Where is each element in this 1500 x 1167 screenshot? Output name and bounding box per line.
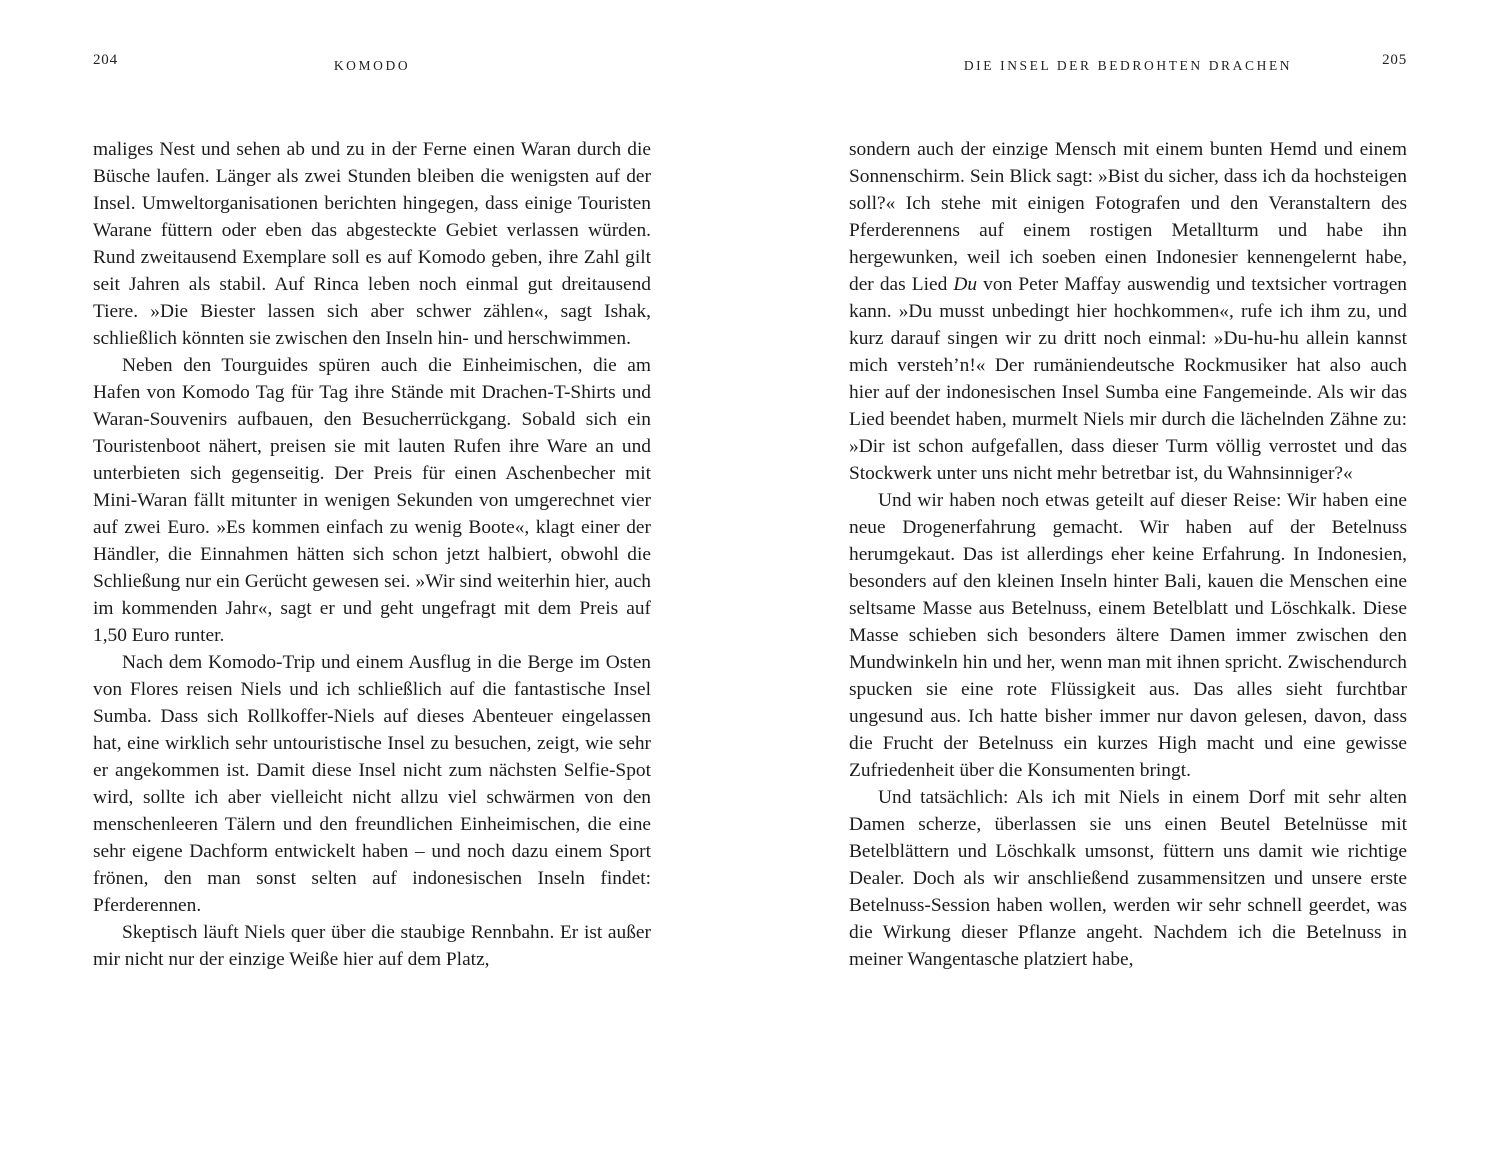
page-number-left: 204	[93, 52, 118, 68]
body-text: von Peter Maffay auswendig und textsicher vortragen kann. »Du musst unbedingt hier hochkommen«, rufe ich ihm zu, und kurz darauf singen wir zu dritt noch einmal: »Du-hu-hu allein kannst mich versteh’n!« Der rumäniendeutsche Rockmusiker hat also auch hier auf der indonesischen Insel Sumba eine Fangemeinde. Als wir das Lied beendet haben, murmelt Niels mir durch die lächelnden Zähne zu: »Dir ist schon aufgefallen, dass dieser Turm völlig verrostet und das Stockwerk unter uns nicht mehr betretbar ist, du Wahnsinniger?«	[849, 274, 1407, 484]
italic-text: Du	[953, 274, 978, 295]
body-text: Neben den Tourguides spüren auch die Einheimischen, die am Hafen von Komodo Tag für Tag ihre Stände mit Drachen-T-Shirts und Waran-Souvenirs aufbauen, den Besucherrückgang. Sobald sich ein Touristenboot nähert, preisen sie mit lauten Rufen ihre Ware an und unterbieten sich gegenseitig. Der Preis für einen Aschenbecher mit Mini-Waran fällt mitunter in wenigen Sekunden von umgerechnet vier auf zwei Euro. »Es kommen einfach zu wenig Boote«, klagt einer der Händler, die Einnahmen hätten sich schon jetzt halbiert, obwohl die Schließung nur ein Gerücht gewesen sei. »Wir sind weiterhin hier, auch im kommenden Jahr«, sagt er und geht ungefragt mit dem Preis auf 1,50 Euro runter.	[93, 355, 651, 646]
page-number-right: 205	[1382, 52, 1407, 68]
paragraph	[93, 136, 651, 352]
body-text: maliges Nest und sehen ab und zu in der Ferne einen Waran durch die Büsche laufen. Länger als zwei Stunden bleiben die wenigsten auf der Insel. Umweltorganisationen berichten hingegen, dass einige Touristen Warane füttern oder eben das abgesteckte Gebiet verlassen würden. Rund zweitausend Exemplare soll es auf Komodo geben, ihre Zahl gilt seit Jahren als stabil. Auf Rinca leben noch einmal gut dreitausend Tiere. »Die Biester lassen sich aber schwer zählen«, sagt Ishak, schließlich könnten sie zwischen den Inseln hin- und herschwimmen.	[93, 139, 651, 349]
paragraph	[93, 919, 651, 973]
paragraph	[849, 784, 1407, 973]
running-head-right: DIE INSEL DER BEDROHTEN DRACHEN	[963, 58, 1293, 73]
right-page-text-block	[849, 136, 1407, 973]
running-head-left: KOMODO	[333, 58, 411, 73]
body-text: Und tatsächlich: Als ich mit Niels in einem Dorf mit sehr alten Damen scherze, überlassen sie uns einen Beutel Betelnüsse mit Betelblättern und Löschkalk umsonst, füttern uns damit wie richtige Dealer. Doch als wir anschließend zusammensitzen und unsere erste Betelnuss-Session haben wollen, werden wir sehr schnell geerdet, was die Wirkung dieser Pflanze angeht. Nachdem ich die Betelnuss in meiner Wangentasche platziert habe,	[849, 787, 1407, 970]
paragraph	[93, 352, 651, 649]
body-text: sondern auch der einzige Mensch mit einem bunten Hemd und einem Sonnenschirm. Sein Blick sagt: »Bist du sicher, dass ich da hochsteigen soll?« Ich stehe mit einigen Fotografen und den Veranstaltern des Pferderennens auf einem rostigen Metallturm und habe ihn hergewunken, weil ich soeben einen Indonesier kennengelernt habe, der das Lied	[849, 139, 1407, 295]
paragraph	[849, 136, 1407, 487]
body-text: Nach dem Komodo-Trip und einem Ausflug in die Berge im Osten von Flores reisen Niels und ich schließlich auf die fantastische Insel Sumba. Dass sich Rollkoffer-Niels auf dieses Abenteuer eingelassen hat, eine wirklich sehr untouristische Insel zu besuchen, zeigt, wie sehr er angekommen ist. Damit diese Insel nicht zum nächsten Selfie-Spot wird, sollte ich aber vielleicht nicht allzu viel schwärmen von den menschenleeren Tälern und den freundlichen Einheimischen, die eine sehr eigene Dachform entwickelt haben – und noch dazu einem Sport frönen, den man sonst selten auf indonesischen Inseln findet: Pferderennen.	[93, 652, 651, 916]
paragraph	[849, 487, 1407, 784]
body-text: Und wir haben noch etwas geteilt auf dieser Reise: Wir haben eine neue Drogenerfahrung gemacht. Wir haben auf der Betelnuss herumgekaut. Das ist allerdings eher keine Erfahrung. In Indonesien, besonders auf den kleinen Inseln hinter Bali, kauen die Menschen eine seltsame Masse aus Betelnuss, einem Betelblatt und Löschkalk. Diese Masse schieben sich besonders ältere Damen immer zwischen den Mundwinkeln hin und her, wenn man mit ihnen spricht. Zwischendurch spucken sie eine rote Flüssigkeit aus. Das alles sieht furchtbar ungesund aus. Ich hatte bisher immer nur davon gelesen, davon, dass die Frucht der Betelnuss ein kurzes High macht und eine gewisse Zufriedenheit über die Konsumenten bringt.	[849, 490, 1407, 781]
left-page-text-block	[93, 136, 651, 973]
paragraph	[93, 649, 651, 919]
body-text: Skeptisch läuft Niels quer über die staubige Rennbahn. Er ist außer mir nicht nur der einzige Weiße hier auf dem Platz,	[93, 922, 651, 970]
